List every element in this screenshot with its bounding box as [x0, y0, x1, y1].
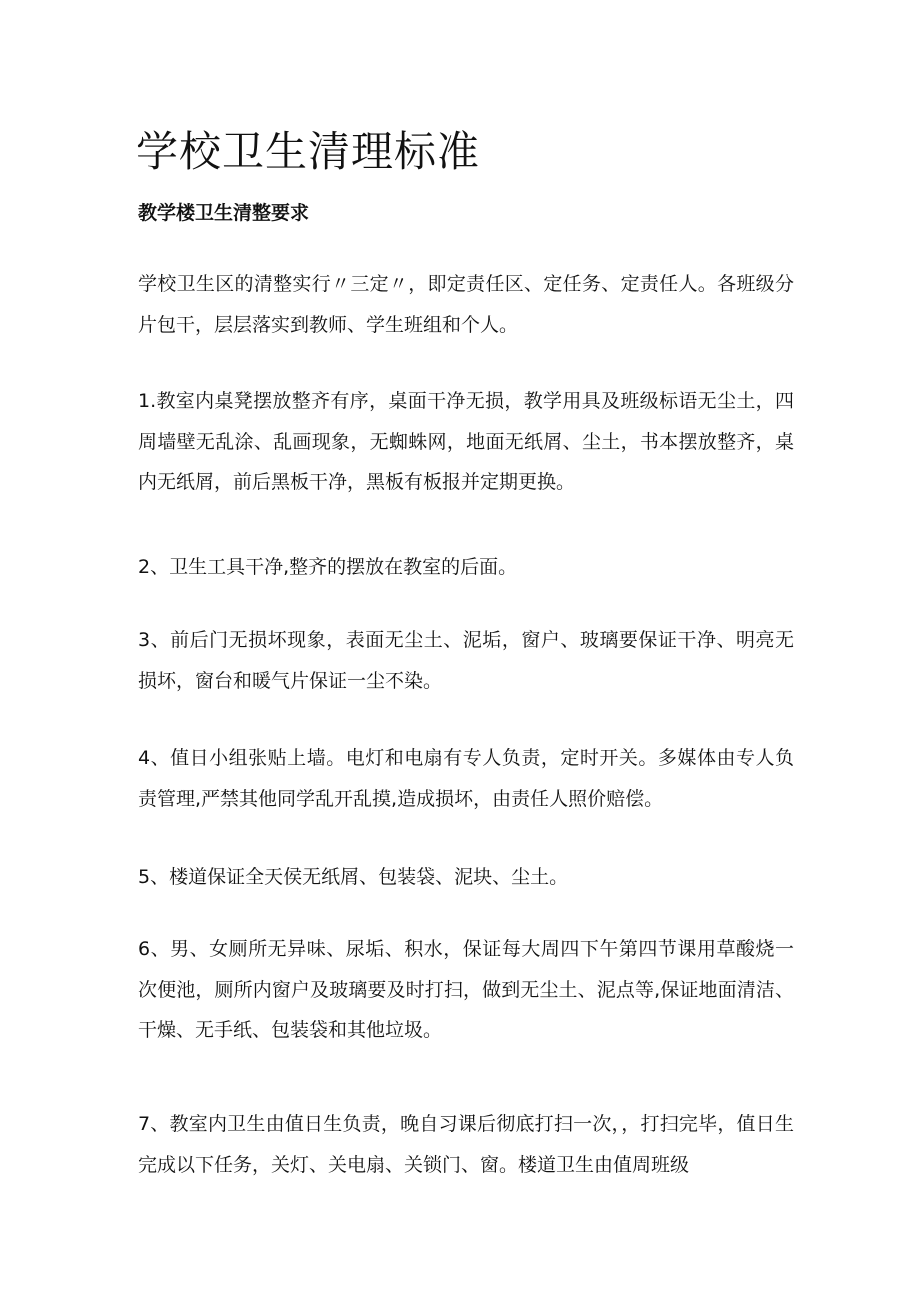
paragraph-item-6: 6、男、女厕所无异味、尿垢、积水，保证每大周四下午第四节课用草酸烧一次便池，厕所内窗户及玻璃要及时打扫，做到无尘土、泥点等,保证地面清洁、干燥、无手纸、包装袋和其他垃圾。 — [138, 938, 794, 1041]
paragraph-item-3: 3、前后门无损坏现象，表面无尘土、泥垢，窗户、玻璃要保证干净、明亮无损坏，窗台和暖气片保证一尘不染。 — [138, 629, 794, 692]
section-heading: 教学楼卫生清整要求 — [138, 202, 310, 224]
paragraph-item-1: 1.教室内桌凳摆放整齐有序，桌面干净无损，教学用具及班级标语无尘土，四周墙壁无乱涂、乱画现象，无蜘蛛网，地面无纸屑、尘土，书本摆放整齐，桌内无纸屑，前后黑板干净，黑板有板报并定期更换。 — [138, 390, 794, 493]
paragraph-item-5: 5、楼道保证全天侯无纸屑、包装袋、泥块、尘土。 — [138, 866, 569, 888]
paragraph-item-7: 7、教室内卫生由值日生负责，晚自习课后彻底打扫一次，，打扫完毕，值日生完成以下任务，关灯、关电扇、关锁门、窗。楼道卫生由值周班级 — [138, 1113, 794, 1176]
paragraph-intro: 学校卫生区的清整实行〃三定〃，即定责任区、定任务、定责任人。各班级分片包干，层层落实到教师、学生班组和个人。 — [138, 273, 794, 336]
paragraph-item-4: 4、值日小组张贴上墙。电灯和电扇有专人负责，定时开关。多媒体由专人负责管理,严禁其他同学乱开乱摸,造成损坏，由责任人照价赔偿。 — [138, 747, 794, 810]
document-title: 学校卫生清理标准 — [136, 127, 481, 176]
paragraph-item-2: 2、卫生工具干净,整齐的摆放在教室的后面。 — [138, 556, 518, 578]
